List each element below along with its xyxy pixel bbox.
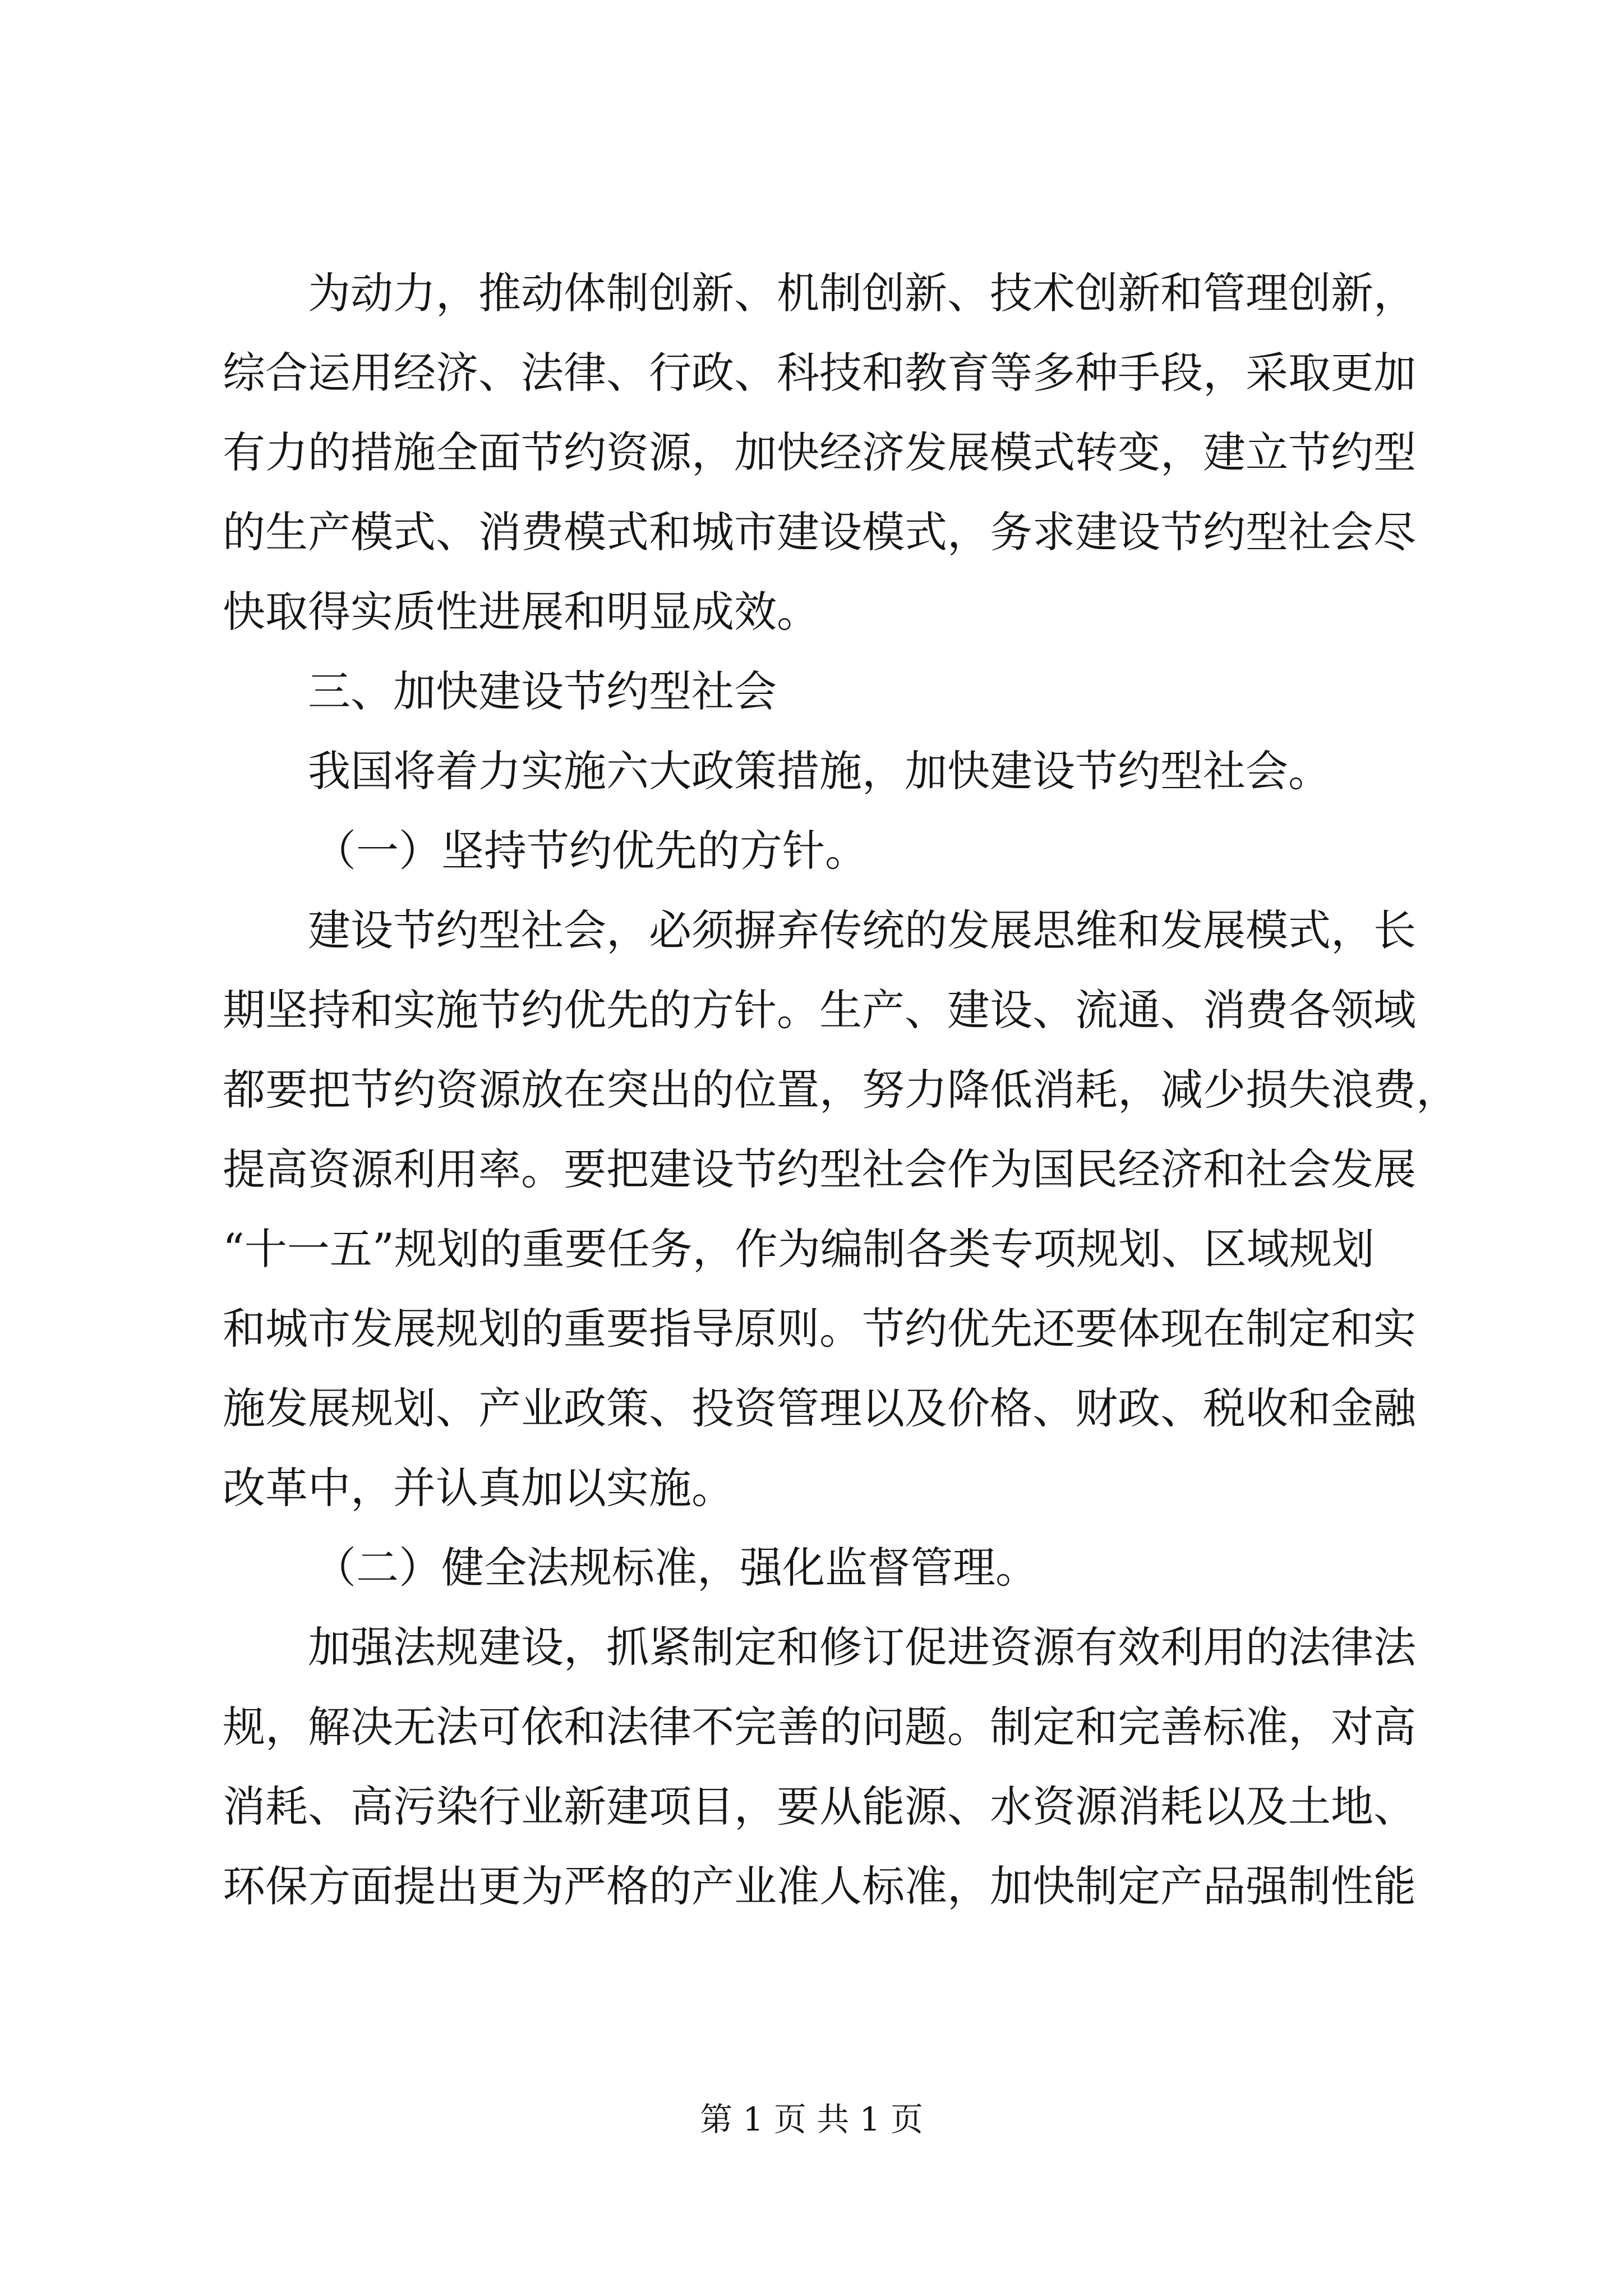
paragraph-line: 快取得实质性进展和明显成效。 bbox=[223, 587, 819, 637]
paragraph-line: 施发展规划、产业政策、投资管理以及价格、财政、税收和金融 bbox=[223, 1383, 1416, 1433]
section-heading: 三、加快建设节约型社会 bbox=[308, 666, 777, 716]
paragraph-line: 我国将着力实施六大政策措施，加快建设节约型社会。 bbox=[308, 746, 1331, 796]
paragraph-line: 综合运用经济、法律、行政、科技和教育等多种手段，采取更加 bbox=[223, 348, 1416, 398]
document-body bbox=[223, 254, 1459, 1926]
paragraph-line: 环保方面提出更为严格的产业准人标准，加快制定产品强制性能 bbox=[223, 1861, 1416, 1911]
paragraph-line: 期坚持和实施节约优先的方针。生产、建设、流通、消费各领域 bbox=[223, 985, 1416, 1035]
paragraph-line: 提高资源利用率。要把建设节约型社会作为国民经济和社会发展 bbox=[223, 1144, 1416, 1194]
paragraph-line: 有力的措施全面节约资源，加快经济发展模式转变，建立节约型 bbox=[223, 427, 1416, 477]
paragraph-line: “十一五”规划的重要任务，作为编制各类专项规划、区域规划 bbox=[223, 1224, 1375, 1274]
paragraph-line: 的生产模式、消费模式和城市建设模式，务求建设节约型社会尽 bbox=[223, 507, 1416, 557]
paragraph-line: 改革中，并认真加以实施。 bbox=[223, 1463, 734, 1513]
subsection-heading: （二）健全法规标准，强化监督管理。 bbox=[313, 1543, 1038, 1593]
paragraph-line: 建设节约型社会，必须摒弃传统的发展思维和发展模式，长 bbox=[308, 905, 1416, 955]
paragraph-line: 为动力，推动体制创新、机制创新、技术创新和管理创新， bbox=[308, 268, 1416, 318]
subsection-heading: （一）坚持节约优先的方针。 bbox=[313, 826, 868, 876]
paragraph-line: 都要把节约资源放在突出的位置，努力降低消耗，减少损失浪费， bbox=[223, 1065, 1459, 1115]
paragraph-line: 消耗、高污染行业新建项目，要从能源、水资源消耗以及土地、 bbox=[223, 1782, 1416, 1832]
page-footer bbox=[0, 2097, 1623, 2142]
page-number: 第 1 页 共 1 页 bbox=[700, 2100, 923, 2138]
paragraph-line: 和城市发展规划的重要指导原则。节约优先还要体现在制定和实 bbox=[223, 1304, 1416, 1354]
paragraph-line: 加强法规建设，抓紧制定和修订促进资源有效利用的法律法 bbox=[308, 1622, 1416, 1672]
paragraph-line: 规，解决无法可依和法律不完善的问题。制定和完善标准，对高 bbox=[223, 1702, 1416, 1752]
